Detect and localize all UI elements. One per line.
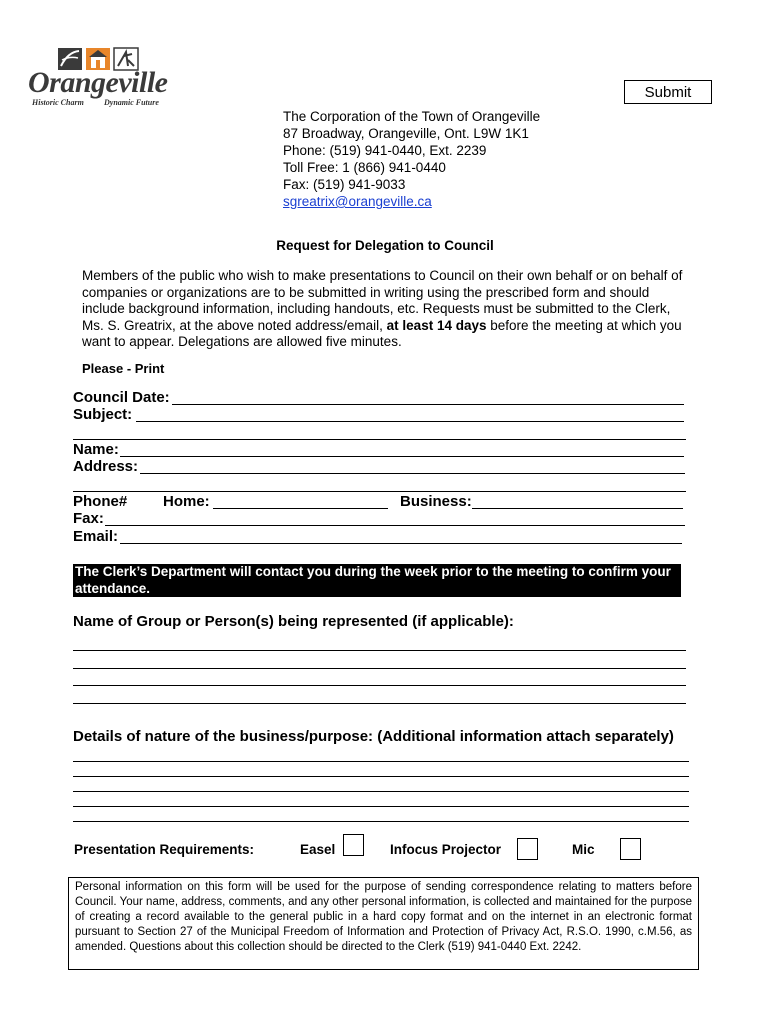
email-label: Email: [73,528,119,545]
email-link[interactable]: sgreatrix@orangeville.ca [283,194,432,209]
address-field[interactable] [140,473,685,474]
privacy-notice: Personal information on this form will be used for the purpose of sending correspondence relating to matters before Council. Your name, address, comments, and any other personal information, is collected and maintained for the purpose of creating a record available to the general public in a hard copy format and on the internet in an electronic format pursuant to Section 27 of the Municipal Freedom of Information and Protection of Privacy Act, R.S.O. 1990, c.M.56, as amended. Questions about this collection should be directed to the Clerk (519) 941-0440 Ext. 2242. [68,877,699,970]
business-phone-field[interactable] [472,508,683,509]
logo-wordmark: Orangeville [28,66,168,99]
business-phone-label: Business: [400,493,472,510]
home-phone-field[interactable] [213,508,388,509]
address-label: Address: [73,458,139,475]
intro-paragraph [82,268,694,351]
fax-label: Fax: [73,510,104,527]
details-field-line[interactable] [73,821,689,822]
subject-field[interactable] [136,421,684,422]
fax-line: Fax: (519) 941-9033 [283,177,406,192]
intro-text-1: Members of the public who wish to make presentations to Council on their own behalf or on behalf of companies or organizations are to be submitted in writing using the prescribed form and should include background information, including handouts, etc. Requests must be submitted to the Clerk, Ms. S. Greatrix, at the above noted address/email, [82,268,683,333]
phone-line: Phone: (519) 941-0440, Ext. 2239 [283,143,487,158]
presentation-requirements-label: Presentation Requirements: [74,842,255,857]
group-field-line[interactable] [73,685,686,686]
subject-field-line-2[interactable] [73,439,686,440]
email-field[interactable] [120,543,682,544]
form-title: Request for Delegation to Council [276,238,494,253]
please-print-label: Please - Print [82,361,165,376]
clerk-notice: The Clerk’s Department will contact you during the week prior to the meeting to confirm your attendance. [73,564,681,597]
address-block [283,108,540,210]
easel-label: Easel [300,842,336,857]
details-field-line[interactable] [73,776,689,777]
corporation-name: The Corporation of the Town of Orangeville [283,109,541,124]
council-date-field[interactable] [172,404,684,405]
group-field-line[interactable] [73,668,686,669]
home-phone-label: Home: [163,493,210,510]
council-date-label: Council Date: [73,389,170,406]
group-heading: Name of Group or Person(s) being represented (if applicable): [73,613,514,630]
subject-label: Subject: [73,406,133,423]
group-field-line[interactable] [73,650,686,651]
mic-checkbox[interactable] [620,838,641,860]
address-field-line-2[interactable] [73,491,686,492]
intro-text-2: before the meeting at which you want to appear. Delegations are allowed five minutes. [82,317,682,349]
street-address: 87 Broadway, Orangeville, Ont. L9W 1K1 [283,126,529,141]
logo-tagline-left: Historic Charm [32,98,84,107]
name-field[interactable] [120,456,684,457]
submit-button[interactable]: Submit [624,80,712,104]
details-field-line[interactable] [73,791,689,792]
name-label: Name: [73,441,119,458]
orangeville-logo [28,46,168,112]
group-field-line[interactable] [73,703,686,704]
details-heading: Details of nature of the business/purpose: (Additional information attach separately) [73,728,674,745]
phone-label: Phone# [73,493,128,510]
projector-checkbox[interactable] [517,838,538,860]
easel-checkbox[interactable] [343,834,364,856]
details-field-line[interactable] [73,806,689,807]
tollfree-line: Toll Free: 1 (866) 941-0440 [283,160,446,175]
projector-label: Infocus Projector [390,842,502,857]
mic-label: Mic [572,842,595,857]
fax-field[interactable] [105,525,685,526]
logo-tagline-right: Dynamic Future [104,98,159,107]
details-field-line[interactable] [73,761,689,762]
intro-bold: at least 14 days [386,317,487,333]
